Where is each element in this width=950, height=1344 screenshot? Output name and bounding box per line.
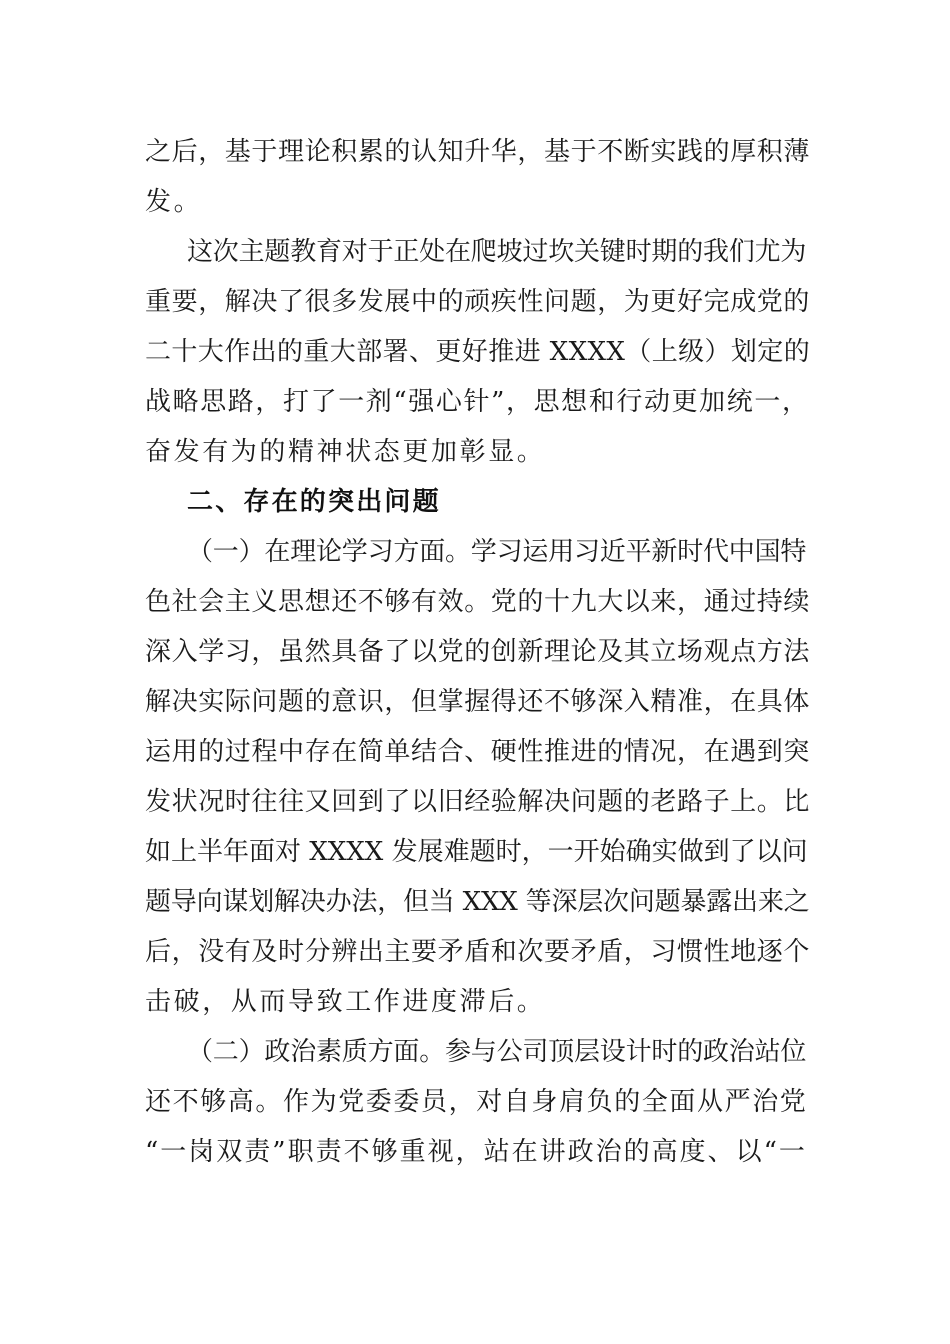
paragraph-line: 如上半年面对 XXXX 发展难题时，一开始确实做到了以问	[145, 837, 808, 867]
paragraph-line: 发。	[145, 187, 203, 217]
paragraph-line: 奋发有为的精神状态更加彰显。	[145, 437, 546, 467]
paragraph-line: 解决实际问题的意识，但掌握得还不够深入精准，在具体	[145, 687, 811, 717]
paragraph-line: 还不够高。作为党委委员，对自身肩负的全面从严治党	[145, 1087, 808, 1117]
paragraph-line: 后，没有及时分辨出主要矛盾和次要矛盾，习惯性地逐个	[145, 937, 811, 967]
paragraph-line: 发状况时往往又回到了以旧经验解决问题的老路子上。比	[145, 787, 811, 817]
paragraph-line: 题导向谋划解决办法，但当 XXX 等深层次问题暴露出来之	[145, 887, 810, 917]
paragraph-line: （一）在理论学习方面。学习运用习近平新时代中国特	[187, 537, 807, 567]
paragraph-line: 深入学习，虽然具备了以党的创新理论及其立场观点方法	[145, 637, 811, 667]
paragraph-line: 战略思路，打了一剂“强心针”，思想和行动更加统一，	[145, 387, 810, 417]
section-heading: 二、存在的突出问题	[187, 487, 441, 517]
paragraph-line: “一岗双责”职责不够重视，站在讲政治的高度、以“一	[145, 1137, 807, 1167]
paragraph-line: 这次主题教育对于正处在爬坡过坎关键时期的我们尤为	[187, 237, 807, 267]
paragraph-line: 运用的过程中存在简单结合、硬性推进的情况，在遇到突	[145, 737, 811, 767]
paragraph-line: 重要，解决了很多发展中的顽疾性问题，为更好完成党的	[145, 287, 811, 317]
paragraph-line: 色社会主义思想还不够有效。党的十九大以来，通过持续	[145, 587, 811, 617]
paragraph-line: （二）政治素质方面。参与公司顶层设计时的政治站位	[187, 1037, 807, 1067]
paragraph-line: 击破，从而导致工作进度滞后。	[145, 987, 546, 1017]
paragraph-line: 之后，基于理论积累的认知升华，基于不断实践的厚积薄	[145, 137, 811, 167]
paragraph-line: 二十大作出的重大部署、更好推进 XXXX（上级）划定的	[145, 337, 811, 367]
